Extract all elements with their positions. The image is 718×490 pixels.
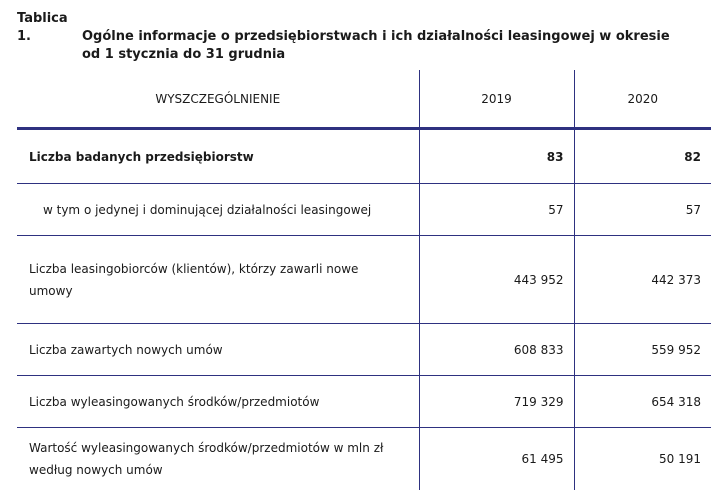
table-row bbox=[17, 129, 711, 184]
header-row bbox=[17, 70, 711, 129]
header-year-2019: 2019 bbox=[419, 70, 574, 129]
table-title bbox=[17, 10, 707, 64]
row-label: w tym o jedynej i dominującej działalności leasingowej bbox=[17, 184, 419, 236]
cell-2019: 83 bbox=[419, 129, 574, 184]
header-year-2020: 2020 bbox=[574, 70, 711, 129]
cell-2019: 719 329 bbox=[419, 376, 574, 428]
table-row bbox=[17, 428, 711, 490]
table-row bbox=[17, 376, 711, 428]
leasing-info-table bbox=[17, 70, 711, 490]
cell-2019: 61 495 bbox=[419, 428, 574, 490]
row-label: Wartość wyleasingowanych środków/przedmiotów w mln zł według nowych umów bbox=[17, 428, 419, 490]
cell-2019: 443 952 bbox=[419, 236, 574, 324]
cell-2020: 50 191 bbox=[574, 428, 711, 490]
table-title-line-1: Ogólne informacje o przedsiębiorstwach i ich działalności leasingowej w okresie bbox=[82, 29, 670, 44]
cell-2020: 82 bbox=[574, 129, 711, 184]
table-row bbox=[17, 236, 711, 324]
row-label: Liczba badanych przedsiębiorstw bbox=[17, 129, 419, 184]
row-label: Liczba leasingobiorców (klientów), którzy zawarli nowe umowy bbox=[17, 236, 419, 324]
cell-2020: 654 318 bbox=[574, 376, 711, 428]
header-specification: WYSZCZEGÓLNIENIE bbox=[17, 70, 419, 129]
cell-2019: 608 833 bbox=[419, 324, 574, 376]
table-row bbox=[17, 324, 711, 376]
cell-2019: 57 bbox=[419, 184, 574, 236]
cell-2020: 57 bbox=[574, 184, 711, 236]
table-title-line-2: od 1 stycznia do 31 grudnia bbox=[17, 46, 707, 64]
row-label: Liczba wyleasingowanych środków/przedmiotów bbox=[17, 376, 419, 428]
table-number: Tablica 1. bbox=[17, 10, 82, 46]
cell-2020: 442 373 bbox=[574, 236, 711, 324]
row-label: Liczba zawartych nowych umów bbox=[17, 324, 419, 376]
cell-2020: 559 952 bbox=[574, 324, 711, 376]
table-row bbox=[17, 184, 711, 236]
